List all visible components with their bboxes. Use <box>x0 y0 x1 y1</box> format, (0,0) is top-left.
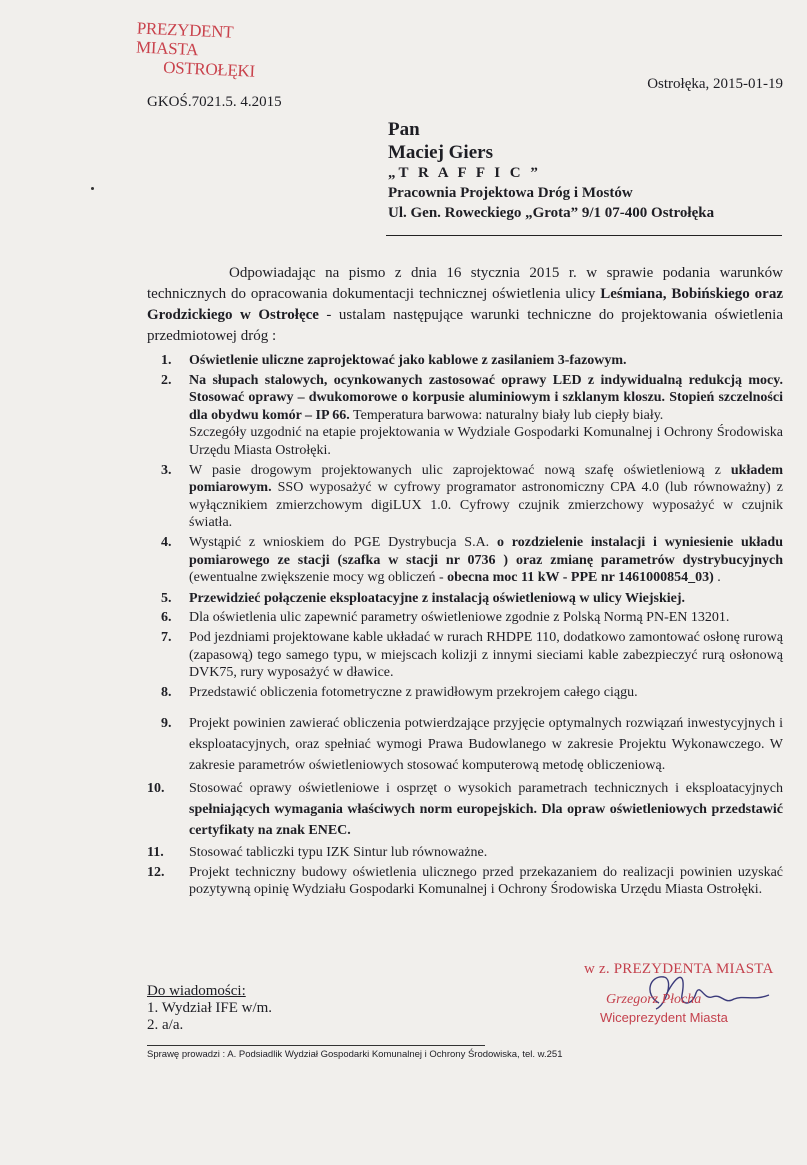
reference-number: GKOŚ.7021.5. 4.2015 <box>147 94 282 110</box>
recipients-notice <box>147 983 272 1034</box>
signature-authority: w z. PREZYDENTA MIASTA <box>584 961 774 977</box>
condition-item: 2. Na słupach stalowych, ocynkowanych zastosować oprawy LED z indywidualną redukcją mocy. Stosować oprawy – dwukomorowe o korpusie aluminiowym i szklanym kloszu. Stopień szczelności dla obydwu komór – IP 66. Temperatura barwowa: naturalny biały lub ciepły biały. Szczegóły uzgodnić na etapie projektowania w Wydziale Gospodarki Komunalnej i Ochrony Środowiska Urzędu Miasta Ostrołęki. <box>161 372 783 458</box>
intro-paragraph: Odpowiadając na pismo z dnia 16 stycznia 2015 r. w sprawie podania warunków technicznych do opracowania dokumentacji technicznej oświetlenia ulicy Leśmiana, Bobińskiego oraz Grodzickiego w Ostrołęce - ustalam następujące warunki techniczne do projektowania oświetlenia przedmiotowej dróg : <box>147 265 783 344</box>
recipient-item: 1. Wydział IFE w/m. <box>147 1000 273 1016</box>
condition-item: 8. Przedstawić obliczenia fotometryczne z prawidłowym przekrojem całego ciągu. <box>161 684 638 700</box>
condition-item: 4. Wystąpić z wnioskiem do PGE Dystrybucja S.A. o rozdzielenie instalacji i wyniesienie układu pomiarowego ze stacji (szafka w stacji nr 0736 ) oraz zmianę parametrów dystrybucyjnych (ewentualne zwiększenie mocy wg obliczeń - obecna moc 11 kW - PPE nr 1461000854_03) . <box>161 534 784 586</box>
president-stamp <box>135 19 297 83</box>
addressee-company: „T R A F F I C ” <box>388 165 541 181</box>
recipient-item: 2. a/a. <box>147 1017 184 1033</box>
footer-contact: Sprawę prowadzi : A. Podsiadlik Wydział Gospodarki Komunalnej i Ochrony Środowiska, tel. w.251 <box>147 1049 563 1060</box>
condition-item: 6. Dla oświetlenia ulic zapewnić parametry oświetleniowe zgodnie z Polską Normą PN-EN 13201. <box>161 610 730 626</box>
condition-item: 1. Oświetlenie uliczne zaprojektować jako kablowe z zasilaniem 3-fazowym. <box>161 353 627 368</box>
addressee-block <box>388 118 788 223</box>
condition-item: 5. Przewidzieć połączenie eksploatacyjne z instalacją oświetleniową w ulicy Wiejskiej. <box>161 590 686 606</box>
letter-date: Ostrołęka, 2015-01-19 <box>647 76 783 92</box>
conditions-list <box>147 352 783 899</box>
stamp-line-1: PREZYDENT MIASTA <box>135 18 234 60</box>
addressee-salutation: Pan <box>388 119 420 140</box>
condition-item: 10. Stosować oprawy oświetleniowe i osprzęt o wysokich parametrach technicznych i eksploatacyjnych spełniających wymagania właściwych norm europejskich. Dla opraw oświetleniowych przedstawić certyfikaty na znak ENEC. <box>147 781 783 839</box>
addressee-office: Pracownia Projektowa Dróg i Mostów <box>388 185 633 201</box>
condition-item: 7. Pod jezdniami projektowane kable układać w rurach RHDPE 110, dodatkowo zamontować osłonę rurową (zapasową) tego samego typu, w miejscach kolizji z innymi sieciami kable zabezpieczyć rurą osłonową DVK75, rury wyposażyć w dławice. <box>161 629 783 681</box>
condition-item: 3. W pasie drogowym projektowanych ulic zaprojektować nową szafę oświetleniową z układem pomiarowym. SSO wyposażyć w cyfrowy programator astronomiczny CPA 4.0 (lub równoważny) z wyłącznikiem zmierzchowym digiLUX 1.0. Cyfrowy czujnik zmierzchowy wyposażyć w czujnik światła. <box>161 462 783 531</box>
addressee-name: Maciej Giers <box>388 142 493 163</box>
addressee-street: Ul. Gen. Roweckiego „Grota” 9/1 07-400 Ostrołęka <box>388 205 715 221</box>
stamp-line-2: OSTROŁĘKI <box>162 57 256 81</box>
condition-item: 11. Stosować tabliczki typu IZK Sintur lub równoważne. <box>147 845 488 861</box>
condition-item: 12. Projekt techniczny budowy oświetlenia ulicznego przed przekazaniem do realizacji powinien uzyskać pozytywną opinię Wydziału Gospodarki Komunalnej i Ochrony Środowiska Urzędu Miasta Ostrołęki. <box>147 864 783 898</box>
signatory-name: Grzegorz Płocha <box>606 992 702 1007</box>
scan-speck <box>91 187 94 190</box>
signatory-position: Wiceprezydent Miasta <box>600 1010 728 1025</box>
notice-heading: Do wiadomości: <box>147 983 246 999</box>
footer-divider <box>147 1045 485 1046</box>
address-underline <box>386 235 782 236</box>
signature-block <box>584 961 784 1025</box>
condition-item: 9. Projekt powinien zawierać obliczenia potwierdzające przyjęcie optymalnych rozwiązań inwestycyjnych i eksploatacyjnych, oraz spełniać wymogi Prawa Budowlanego w zakresie Projektu Wykonawczego. W zakresie parametrów oświetleniowych stosować komputerową metodę obliczeniową. <box>161 716 783 774</box>
